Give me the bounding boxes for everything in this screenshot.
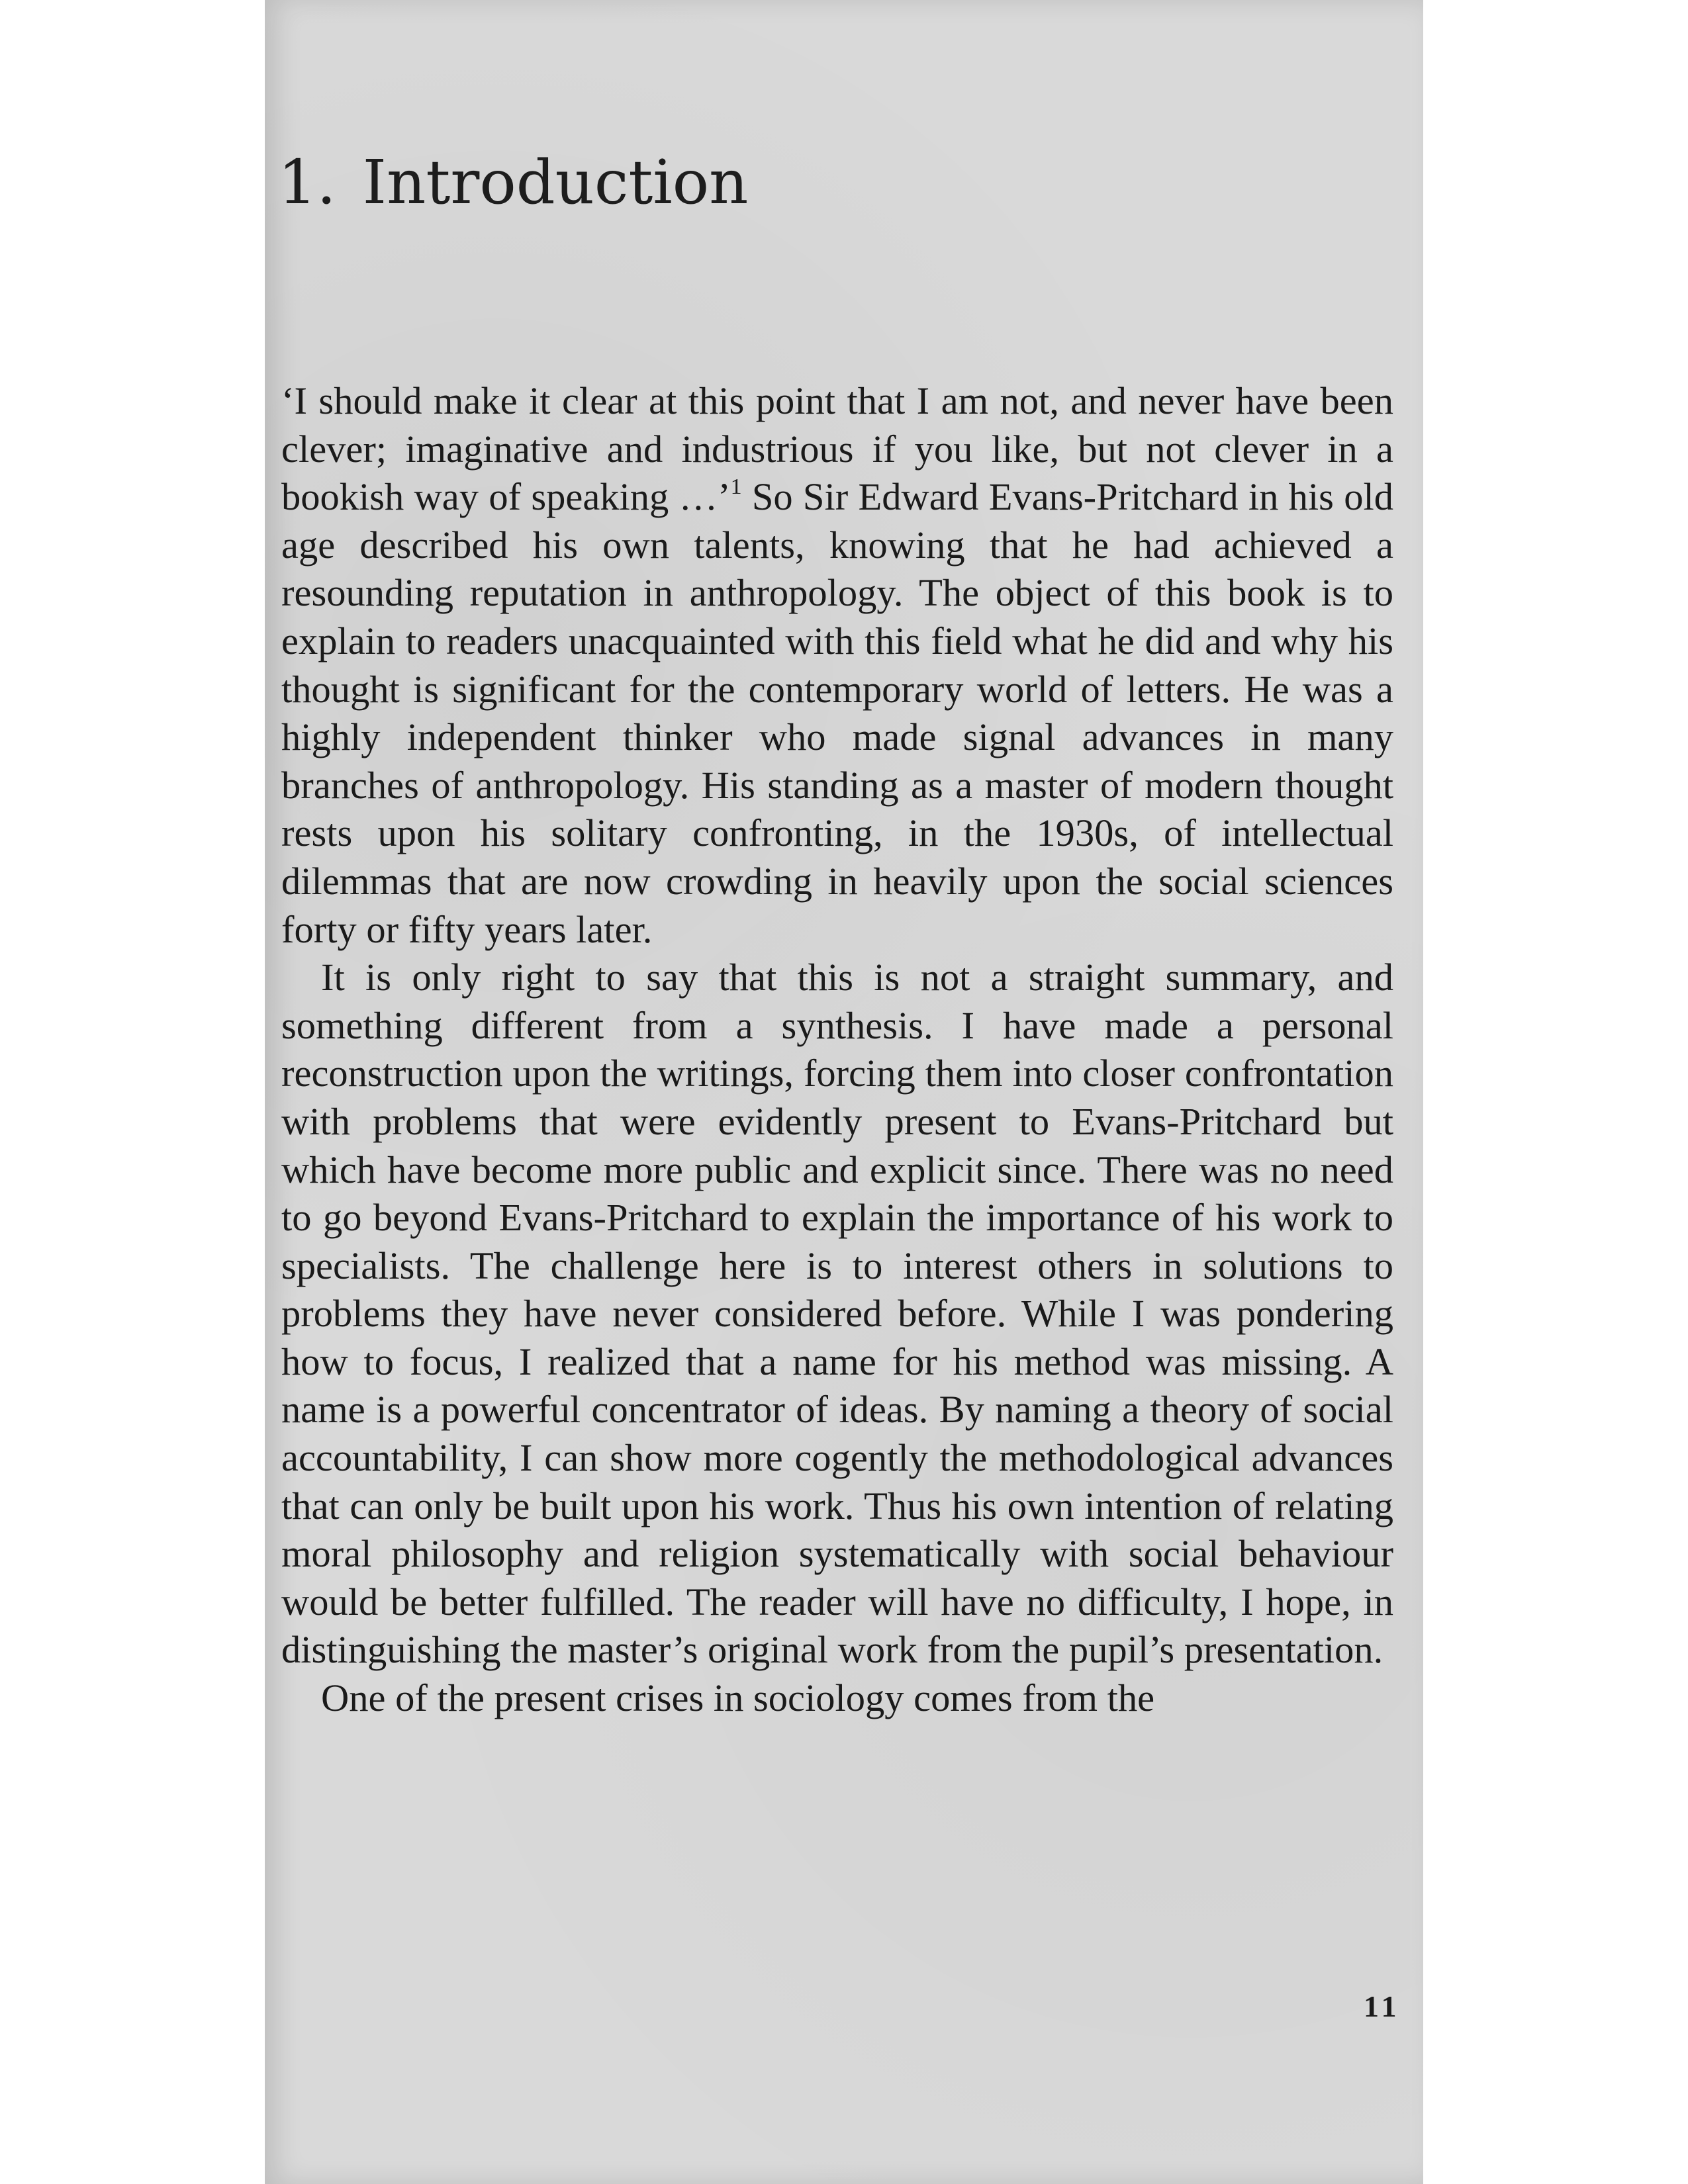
paragraph-1-continuation: So Sir Edward Evans-Pritchard in his old age described his own talents, knowing that he had achieved a resounding reputation in anthropology. The object of this book is to explain to readers unacquainted with this field what he did and why his thought is significant for the contemporary world of letters. He was a highly independent thinker who made signal advances in many branches of anthropology. His standing as a master of modern thought rests upon his solitary confronting, in the 1930s, of intellectual dilemmas that are now crowding in heavily upon the social sciences forty or fifty years later. [281,475,1393,951]
chapter-title: Introduction [362,147,749,218]
footnote-marker: 1 [730,475,742,500]
chapter-number: 1. [278,147,336,218]
chapter-heading [278,147,749,218]
paragraph-2: It is only right to say that this is not a straight summary, and something different from a synthesis. I have made a personal reconstruction upon the writings, forcing them into closer confrontation with problems that were evidently present to Evans-Pritchard but which have become more public and explicit since. There was no need to go beyond Evans-Pritchard to explain the importance of his work to specialists. The challenge here is to interest others in solutions to problems they have never considered before. While I was pondering how to focus, I realized that a name for his method was missing. A name is a powerful concentrator of ideas. By naming a theory of social accountability, I can show more cogently the methodological advances that can only be built upon his work. Thus his own intention of relating moral philosophy and religion systematically with social behaviour would be better fulfilled. The reader will have no difficulty, I hope, in distinguishing the master’s original work from the pupil’s presentation. [281,956,1393,1672]
body-text [281,377,1393,1723]
paragraph-1-quote: ‘I should make it clear at this point that I am not, and never have been clever; imaginative and industrious if you like, but not clever in a bookish way of speaking …’ [281,379,1393,519]
book-page [265,0,1423,2184]
paragraph-1 [281,377,1393,954]
paragraph-3: One of the present crises in sociology comes from the [321,1676,1155,1720]
page-number: 11 [1364,1989,1401,2023]
